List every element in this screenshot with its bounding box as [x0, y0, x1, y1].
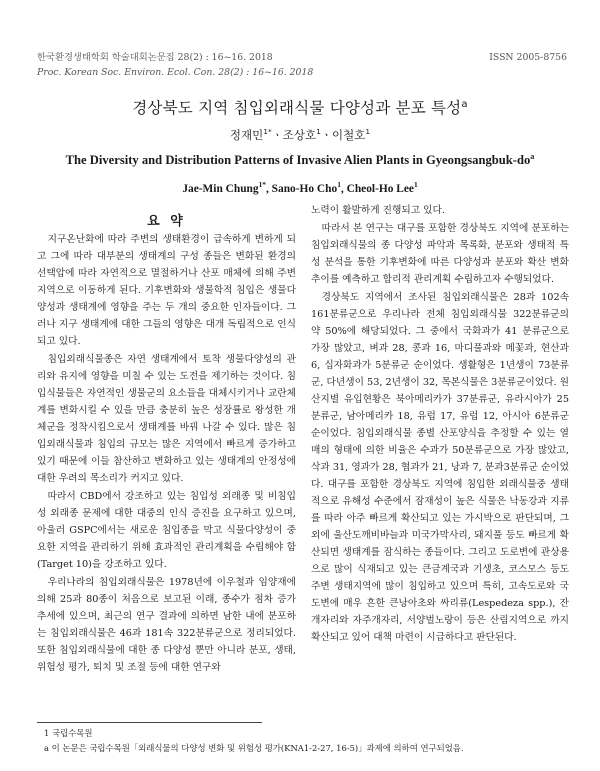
footnote-affiliation: 1 국립수목원 [44, 728, 93, 738]
paper-title-ko-footnote-mark: a [461, 98, 468, 110]
journal-citation-ko: 한국환경생태학회 학술대회논문집 28(2) : 16~16. 2018 [37, 52, 273, 63]
right-paragraph-3: 경상북도 지역에서 조사된 침입외래식물은 28과 102속 161분류군으로 우리나라 전체 침입외래식물 322분류군의 약 50%에 해당되었다. 그 중에서 국화과가 41 분류군으로 가장 많았고, 벼과 28, 콩과 16, 마디풀과와 메꽃과, 현산과 6, 십자화과가 5분류군 순이었다. 생활형은 1년생이 73분류군, 다년생이 53, 2년생이 32, 목본식물은 3분류군이었다. 원산지별 유입현황은 북아메리카가 37분류군, 유라시아가 25분류군, 남아메리카 18, 유럽 17, 유럽 12, 아시아 6분류군 순이었다. 침입외래식물 종별 산포양식을 추정할 수 있는 열매의 형태에 의한 비율은 수과가 50분류군으로 가장 많았고, 삭과 31, 영과가 28, 협과가 21, 낭과 7, 분과3분류군 순이었다. 대구를 포함한 경상북도 지역에 침입한 외래식물중 생태적으로 유해성 수준에서 잠재성이 높은 식물은 낙동강과 지류를 따라 아주 빠르게 확산되고 있는 가시박으로 판단되며, 그 외에 울산도깨비바늘과 미국가막사리, 돼지풀 등도 빠르게 확산되면 생태계를 잠식하는 종들이다. 그리고 도로변에 관상용으로 많이 식재되고 있는 큰금계국과 기생초, 코스모스 등도 주변 생태지역에 많이 침입하고 있으며 특히, 고속도로와 국도변에 매우 흔한 큰낭아초와 싸리류(Lespedeza spp.), 잔개자리와 자주개자리, 서양벌노랑이 등은 산림지역으로 까지 확산되고 있어 대책 마련이 시급하다고 판단된다. [311, 292, 570, 643]
right-column [311, 202, 569, 647]
left-column [37, 213, 296, 677]
abstract-heading: 요 약 [147, 214, 186, 229]
right-paragraph-2: 따라서 본 연구는 대구를 포함한 경상북도 지역에 분포하는 침입외래식물의 종 다양성 파악과 목록화, 분포와 생태적 특성 분석을 통한 기후변화에 따른 다양성과 분포와 확산 변화추이를 예측하고 합리적 관리계획 수립하고자 수행되었다. [311, 223, 569, 285]
paper-title-en-footnote-mark: a [530, 151, 535, 161]
left-paragraph-3: 따라서 CBD에서 강조하고 있는 침입성 외래종 및 비침입성 외래종 문제에 대한 대중의 인식 증진을 요구하고 있으며, 아울러 GSPC에서는 새로운 침입종을 막고 식물다양성이 중요한 지역을 관리하기 위해 효과적인 관리계획을 수립해야 함(Target 10)을 강조하고 있다. [37, 491, 296, 570]
author-list-en [0, 180, 600, 195]
left-paragraph-1: 지구온난화에 따라 주변의 생태환경이 급속하게 변하게 되고 그에 따라 대부분의 생태계의 구성 종들은 변화된 환경의 선택압에 따라 자연적으로 멸절하거나 산포 매체에 의해 주변 지역으로 이동하게 된다. 기후변화와 생물학적 침입은 생물다양성과 생태계에 영향을 주는 두 개의 중요한 인자들이다. 그러나 지구 생태계에 대한 그들의 영향은 대개 독립적으로 인식되고 있다. [37, 234, 296, 347]
issn-label: ISSN 2005-8756 [489, 52, 567, 63]
left-paragraph-2: 침입외래식물종은 자연 생태계에서 토착 생물다양성의 관리와 유지에 영향을 미칠 수 있는 도전을 제기하는 것이다. 침입식물들은 자연적인 생물군의 요소들을 대체시키거나 교란체계를 변화시킬 수 있을 만큼 충분히 높은 성장률로 왕성한 개체군을 정착시킴으로서 생태계를 바꿔 나갈 수 있다. 많은 침입외래식물과 침입의 규모는 많은 지역에서 빠르게 증가하고 있기 때문에 이들 참산하고 변화하고 있는 생태계의 안정성에 대한 우려의 목소리가 커지고 있다. [37, 354, 296, 484]
footnote-funding: a 이 논문은 국립수목원「외래식물의 다양성 변화 및 위험성 평가(KNA1-2-27, 16-5)」과제에 의하여 연구되었음. [44, 743, 464, 753]
journal-citation-en: Proc. Korean Soc. Environ. Ecol. Con. 28(2) : 16~16. 2018 [37, 67, 314, 78]
author-list-ko [0, 127, 600, 143]
footnotes [44, 726, 569, 756]
journal-header [37, 50, 567, 80]
author-list-ko-text: 정재민$^{1*}$ㆍ조상호$^1$ㆍ이철호$^1$ [229, 127, 371, 142]
author-list-en-text: Jae-Min Chung$^{1*}$, Sano-Ho Cho$^1$, Cheol-Ho Lee$^1$ [182, 180, 418, 195]
paper-title-en-text: The Diversity and Distribution Patterns of Invasive Alien Plants in Gyeongsangbuk-do [65, 153, 531, 167]
paper-title-ko-text: 경상북도 지역 침입외래식물 다양성과 분포 특성 [132, 99, 462, 117]
paper-title-en [0, 153, 600, 168]
footnote-divider [37, 722, 262, 723]
paper-title-ko [0, 96, 600, 118]
left-paragraph-4: 우리나라의 침입외래식물은 1978년에 이우철과 임양재에 의해 25과 80종이 처음으로 보고된 이래, 종수가 점차 증가 추세에 있으며, 최근의 연구 결과에 의하면 남한 내에 분포하는 침입외래식물은 46과 181속 322분류군으로 정리되었다. 또한 침입외래식물에 대한 종 다양성 뿐만 아니라 분포, 생태, 위험성 평가, 퇴치 및 조절 등에 대한 연구와 [37, 577, 296, 673]
right-paragraph-1: 노력이 활발하게 진행되고 있다. [311, 205, 445, 216]
